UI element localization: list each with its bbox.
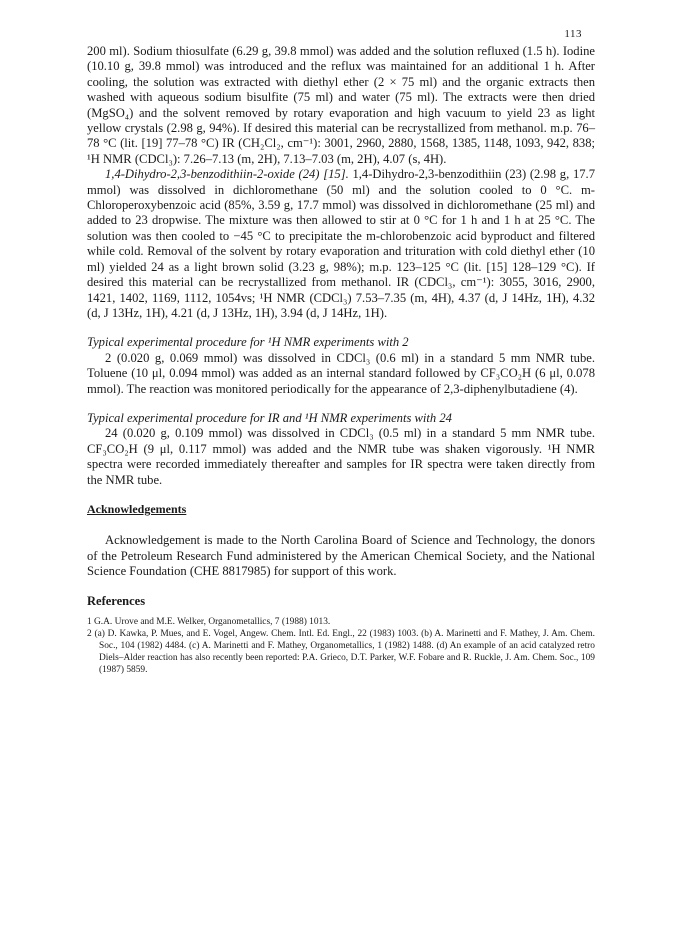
references-heading: References xyxy=(87,593,146,608)
section-heading-nmr-2: Typical experimental procedure for ¹H NMR experiments with 2 xyxy=(87,335,409,350)
section-heading-ir-nmr-24: Typical experimental procedure for IR and ¹H NMR experiments with 24 xyxy=(87,410,452,425)
paragraph-synthesis-23: 200 ml). Sodium thiosulfate (6.29 g, 39.8 mmol) was added and the solution refluxed (1.5 h). Iodine (10.10 g, 39.8 mmol) was introduced and the reflux was maintained for an additional 1 h. After cooling, the solution was extracted with diethyl ether (2 × 75 ml) and the organic extracts then washed with aqueous sodium bisulfite (75 ml) and water (75 ml). The extracts were then dried (MgSO₄) and the solvent removed by rotary evaporation and high vacuum to yield 23 as light yellow crystals (2.98 g, 94%). If desired this material can be recrystallized from methanol. m.p. 76–78 °C (lit. [19] 77–78 °C) IR (CH₂Cl₂, cm⁻¹): 3001, 2960, 2880, 1568, 1385, 1148, 1093, 942, 838; ¹H NMR (CDCl₃): 7.26–7.13 (m, 2H), 7.13–7.03 (m, 2H), 4.07 (s, 4H). xyxy=(87,44,595,166)
paragraph-ir-nmr-24: 24 (0.020 g, 0.109 mmol) was dissolved in CDCl₃ (0.5 ml) in a standard 5 mm NMR tube. CF₃CO₂H (9 μl, 0.117 mmol) was added and the NMR tube was shaken vigorously. ¹H NMR spectra were recorded immediately thereafter and samples for IR spectra were taken directly from the NMR tube. xyxy=(87,426,595,487)
acknowledgements-text: Acknowledgement is made to the North Carolina Board of Science and Technology, the donors of the Petroleum Research Fund administered by the American Chemical Society, and the National Science Foundation (CHE 8817985) for support of this work. xyxy=(87,533,595,579)
reference-item-2: 2 (a) D. Kawka, P. Mues, and E. Vogel, Angew. Chem. Intl. Ed. Engl., 22 (1983) 1003. (b) A. Marinetti and F. Mathey, J. Am. Chem. Soc., 104 (1982) 4484. (c) A. Marinetti and F. Mathey, Organometallics, 1 (1982) 1488. (d) An example of an acid catalyzed retro Diels–Alder reaction has also recently been reported: P.A. Grieco, D.T. Parker, W.F. Fobare and R. Ruckle, J. Am. Chem. Soc., 109 (1987) 5859. xyxy=(87,629,595,675)
references-list xyxy=(87,616,595,676)
paragraph-synthesis-24 xyxy=(87,167,595,321)
paragraph-nmr-2: 2 (0.020 g, 0.069 mmol) was dissolved in CDCl₃ (0.6 ml) in a standard 5 mm NMR tube. Toluene (10 μl, 0.094 mmol) was added as an internal standard followed by CF₃CO₂H (6 μl, 0.078 mmol). The reaction was monitored periodically for the appearance of 2,3-diphenylbutadiene (4). xyxy=(87,350,595,396)
compound-24-title: 1,4-Dihydro-2,3-benzodithiin-2-oxide (24) [15]. xyxy=(105,167,349,182)
paragraph-synthesis-24-text: 1,4-Dihydro-2,3-benzodithiin (23) (2.98 g, 17.7 mmol) was dissolved in dichloromethane (50 ml) and the solution cooled to 0 °C. m-Chloroperoxybenzoic acid (85%, 3.59 g, 17.7 mmol) was dissolved in dichloromethane (25 ml) and added to 23 dropwise. The mixture was then allowed to stir at 0 °C for 1 h and 1 h at 25 °C. The solution was then cooled to −45 °C to precipitate the m-chlorobenzoic acid byproduct and filtered while cold. Removal of the solvent by rotary evaporation and trituration with cold diethyl ether (10 ml) yielded 24 as a light brown solid (3.23 g, 98%); m.p. 123–125 °C (lit. [15] 128–129 °C). If desired this material can be recrystallized from methanol. IR (CDCl₃, cm⁻¹): 3055, 3016, 2900, 1421, 1402, 1169, 1112, 1054vs; ¹H NMR (CDCl₃) 7.53–7.35 (m, 4H), 4.37 (d, J 14Hz, 1H), 4.32 (d, J 13Hz, 1H), 4.21 (d, J 13Hz, 1H), 3.94 (d, J 14Hz, 1H). xyxy=(87,167,595,320)
acknowledgements-heading: Acknowledgements xyxy=(87,501,187,516)
reference-item-1: 1 G.A. Urove and M.E. Welker, Organometallics, 7 (1988) 1013. xyxy=(87,617,331,627)
page-number: 113 xyxy=(564,28,582,40)
article-body xyxy=(87,44,595,676)
